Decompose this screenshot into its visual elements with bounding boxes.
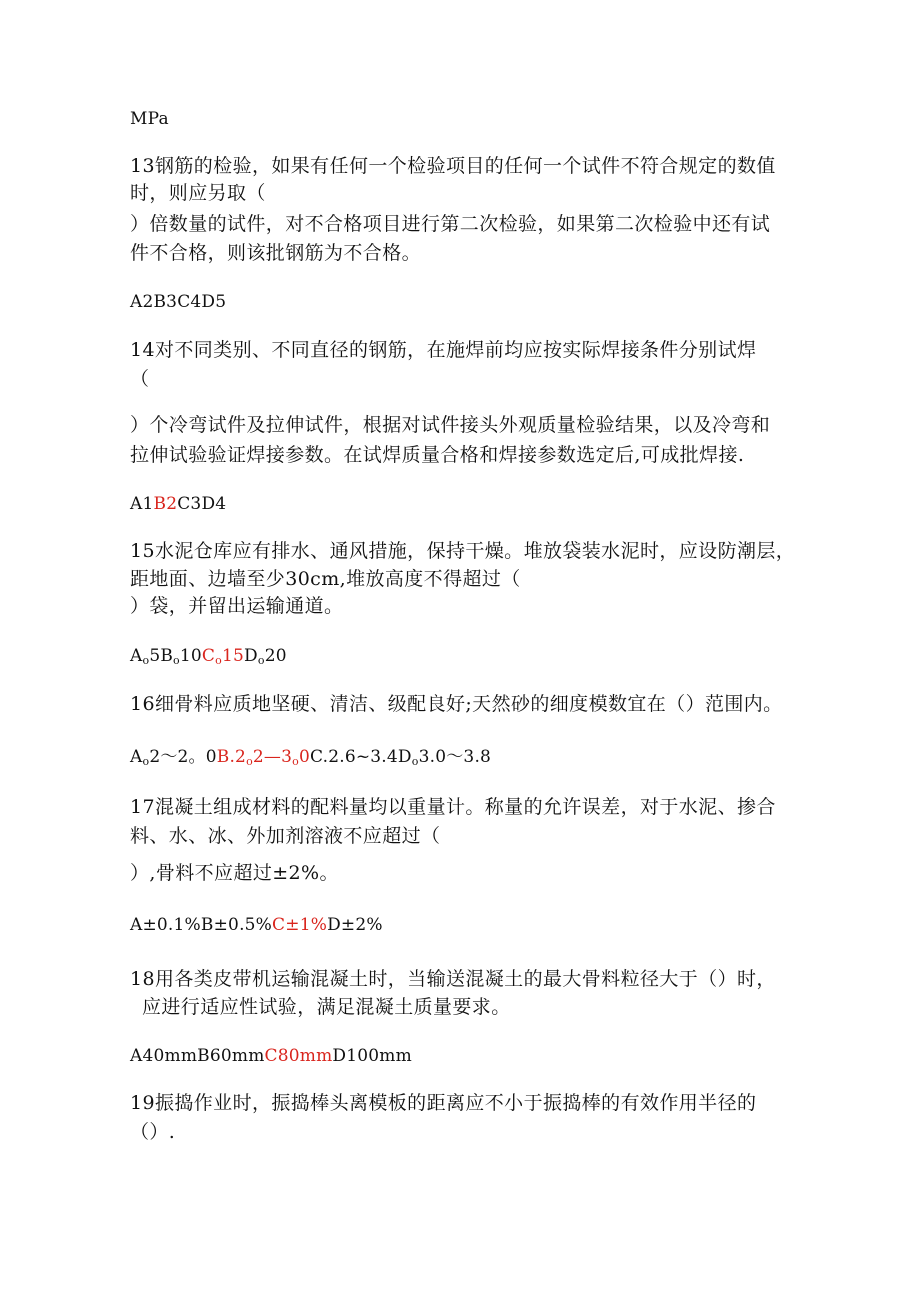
q13-line-3: ）倍数量的试件，对不合格项目进行第二次检验，如果第二次检验中还有试	[130, 213, 771, 235]
q13-options: A2B3C4D5	[130, 292, 227, 312]
q17-options	[130, 912, 383, 938]
q16-option-d-value: 3.0～3.8	[418, 747, 492, 767]
q18-line-2: 应进行适应性试验，满足混凝土质量要求。	[142, 996, 511, 1018]
q15-option-c-answer	[202, 646, 244, 666]
q18-option-c-answer: C80mm	[264, 1046, 333, 1066]
q18-options	[130, 1043, 412, 1069]
q13-line-4: 件不合格，则该批钢筋为不合格。	[130, 242, 422, 264]
q17-option-d: D±2%	[327, 915, 383, 935]
q15-option-a-value: 5	[149, 646, 161, 666]
q16-option-a-label: A	[130, 747, 143, 767]
q16-sep-b2: o	[292, 755, 299, 768]
q15-option-c-label: C	[201, 646, 216, 666]
q16-option-c-d-label: C.2.6~3.4D	[310, 747, 412, 767]
q14-line-1: 14对不同类别、不同直径的钢筋，在施焊前均应按实际焊接条件分别试焊	[130, 339, 757, 361]
q16-option-b-answer	[217, 747, 310, 767]
q16-sep-a: o	[142, 755, 150, 768]
q16-option-b-value: 2—3	[252, 747, 293, 767]
q15-line-3: ）袋，并留出运输通道。	[130, 595, 344, 617]
q15-option-b-value: 10	[179, 646, 202, 666]
q17-line-2: 料、水、冰、外加剂溶液不应超过（	[130, 825, 441, 847]
q16-option-b-label: B.2	[216, 747, 247, 767]
q16-option-b-end: 0	[298, 747, 310, 767]
q15-line-2: 距地面、边墙至少30cm,堆放高度不得超过（	[130, 568, 521, 590]
q14-line-3: ）个冷弯试件及拉伸试件，根据对试件接头外观质量检验结果，以及冷弯和	[130, 414, 771, 436]
unit-line: MPa	[130, 109, 169, 129]
q13-line-2: 时，则应另取（	[130, 182, 266, 204]
q15-option-d-label: D	[244, 646, 258, 666]
q13-line-1: 13钢筋的检验，如果有任何一个检验项目的任何一个试件不符合规定的数值	[130, 155, 776, 177]
q18-line-1: 18用各类皮带机运输混凝土时，当输送混凝土的最大骨料粒径大于（）时，	[130, 968, 776, 990]
q15-sep-d: o	[257, 654, 265, 667]
q15-line-1: 15水泥仓库应有排水、通风措施，保持干燥。堆放袋装水泥时，应设防潮层，	[130, 540, 796, 562]
q17-line-3: ）,骨料不应超过±2%。	[130, 862, 339, 884]
q15-options	[130, 643, 287, 674]
q16-options	[130, 744, 491, 775]
q16-line-1: 16细骨料应质地坚硬、清洁、级配良好;天然砂的细度模数宜在（）范围内。	[130, 693, 783, 715]
q14-line-2: （	[130, 368, 150, 390]
q14-option-d: D4	[201, 494, 227, 514]
q17-option-a-b: A±0.1%B±0.5%	[130, 915, 273, 935]
q18-option-a-b: A40mmB60mm	[130, 1046, 265, 1066]
q18-option-d: D100mm	[332, 1046, 412, 1066]
q15-option-b-label: B	[160, 646, 174, 666]
q15-option-a-label: A	[130, 646, 143, 666]
q15-sep-c: o	[215, 654, 222, 667]
q15-sep-b: o	[173, 654, 180, 667]
q17-option-c-answer: C±1%	[272, 915, 328, 935]
q14-option-b-answer: B2	[153, 494, 178, 514]
q15-option-c-value: 15	[221, 646, 245, 666]
q17-line-1: 17混凝土组成材料的配料量均以重量计。称量的允许误差，对于水泥、掺合	[130, 796, 776, 818]
q15-option-d-value: 20	[264, 646, 287, 666]
q15-sep-a: o	[142, 654, 150, 667]
q14-option-c: C3	[177, 494, 202, 514]
q19-line-2: （）.	[130, 1121, 176, 1143]
q19-line-1: 19振捣作业时，振捣棒头离模板的距离应不小于振捣棒的有效作用半径的	[130, 1092, 757, 1114]
q16-option-a-value: 2～2。0	[149, 747, 217, 767]
q16-sep-b1: o	[246, 755, 253, 768]
q14-options	[130, 491, 226, 517]
q14-line-4: 拉伸试验验证焊接参数。在试焊质量合格和焊接参数选定后,可成批焊接.	[130, 444, 745, 466]
q14-option-a: A1	[130, 494, 154, 514]
q16-sep-d: o	[411, 755, 419, 768]
